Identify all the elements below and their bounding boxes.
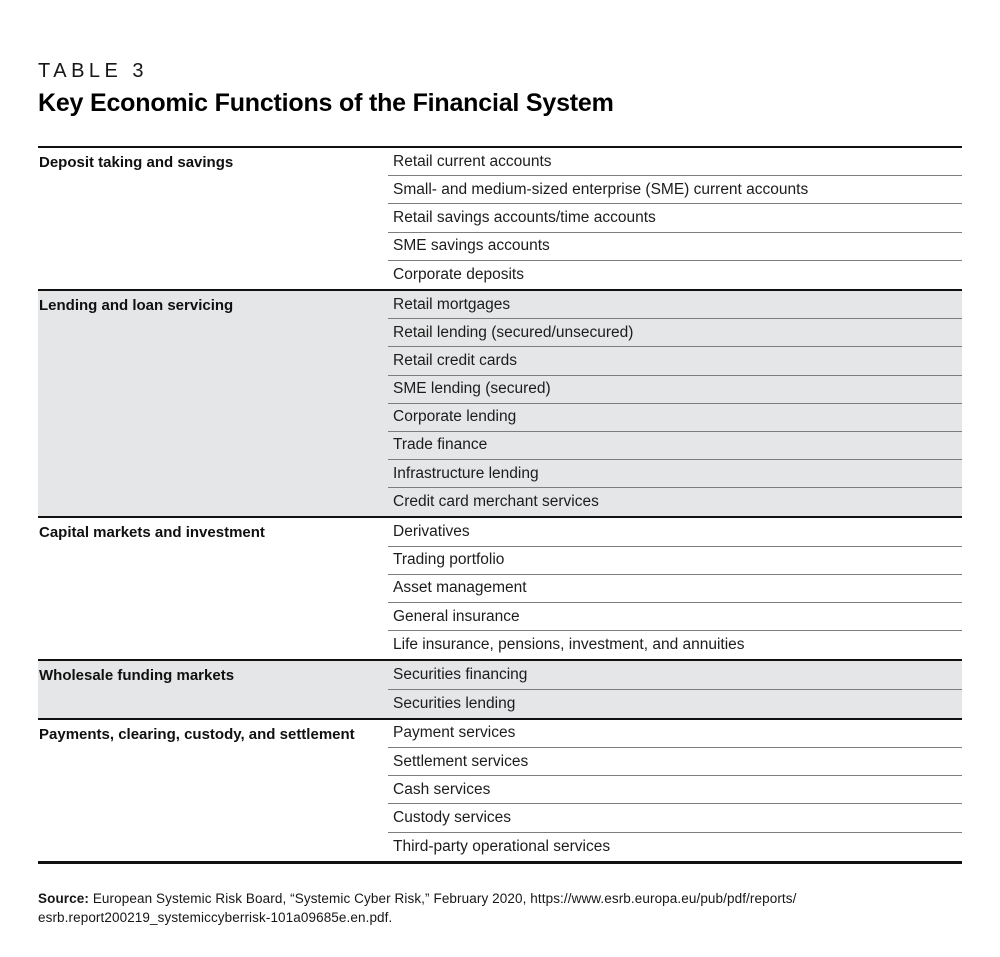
item-list	[388, 518, 962, 659]
source-label: Source:	[38, 890, 89, 906]
item-list	[388, 661, 962, 717]
table-section	[38, 289, 962, 517]
item-cell: Securities lending	[393, 694, 516, 712]
item-cell: Retail current accounts	[388, 148, 962, 176]
item-cell: Retail lending (secured/unsecured)	[388, 319, 962, 347]
item-list	[388, 291, 962, 517]
item-cell: SME lending (secured)	[388, 376, 962, 404]
category-cell: Wholesale funding markets	[39, 667, 235, 685]
item-cell: Retail savings accounts/time accounts	[388, 204, 962, 232]
table-section	[38, 718, 962, 861]
table-section	[38, 516, 962, 659]
table-title: Key Economic Functions of the Financial System	[38, 89, 614, 117]
table-figure	[38, 0, 962, 927]
item-list	[388, 720, 962, 861]
item-cell: Corporate deposits	[393, 265, 524, 283]
source-note	[38, 889, 962, 927]
item-cell: Trading portfolio	[388, 547, 962, 575]
item-cell: Derivatives	[388, 518, 962, 546]
item-cell: Retail credit cards	[388, 347, 962, 375]
table-number-label: TABLE 3	[38, 60, 149, 82]
category-cell: Deposit taking and savings	[39, 154, 234, 171]
item-cell: Cash services	[388, 776, 962, 804]
economic-functions-table	[38, 146, 962, 864]
table-section	[38, 659, 962, 717]
category-cell: Payments, clearing, custody, and settlement	[39, 725, 355, 743]
item-cell: Corporate lending	[388, 404, 962, 432]
item-cell: Custody services	[388, 804, 962, 832]
category-cell: Capital markets and investment	[39, 524, 265, 542]
item-cell: Securities financing	[388, 661, 962, 689]
item-cell: General insurance	[388, 603, 962, 631]
item-cell: Credit card merchant services	[393, 493, 599, 511]
item-cell: Retail mortgages	[388, 291, 962, 319]
source-text-line1: European Systemic Risk Board, “Systemic Cyber Risk,” February 2020, https://www.esrb.europa.eu/pub/pdf/reports/	[92, 890, 797, 906]
source-text-line2: esrb.report200219_systemiccyberrisk-101a09685e.en.pdf.	[38, 909, 393, 925]
item-cell: Payment services	[388, 720, 962, 748]
item-cell: Infrastructure lending	[388, 460, 962, 488]
item-cell: Trade finance	[388, 432, 962, 460]
item-cell: Small- and medium-sized enterprise (SME) current accounts	[388, 176, 962, 204]
item-cell: Asset management	[388, 575, 962, 603]
item-list	[388, 148, 962, 289]
table-section	[38, 146, 962, 289]
item-cell: SME savings accounts	[388, 233, 962, 261]
item-cell: Settlement services	[388, 748, 962, 776]
category-cell: Lending and loan servicing	[39, 296, 234, 314]
item-cell: Third-party operational services	[393, 837, 611, 855]
item-cell: Life insurance, pensions, investment, and annuities	[393, 636, 745, 654]
